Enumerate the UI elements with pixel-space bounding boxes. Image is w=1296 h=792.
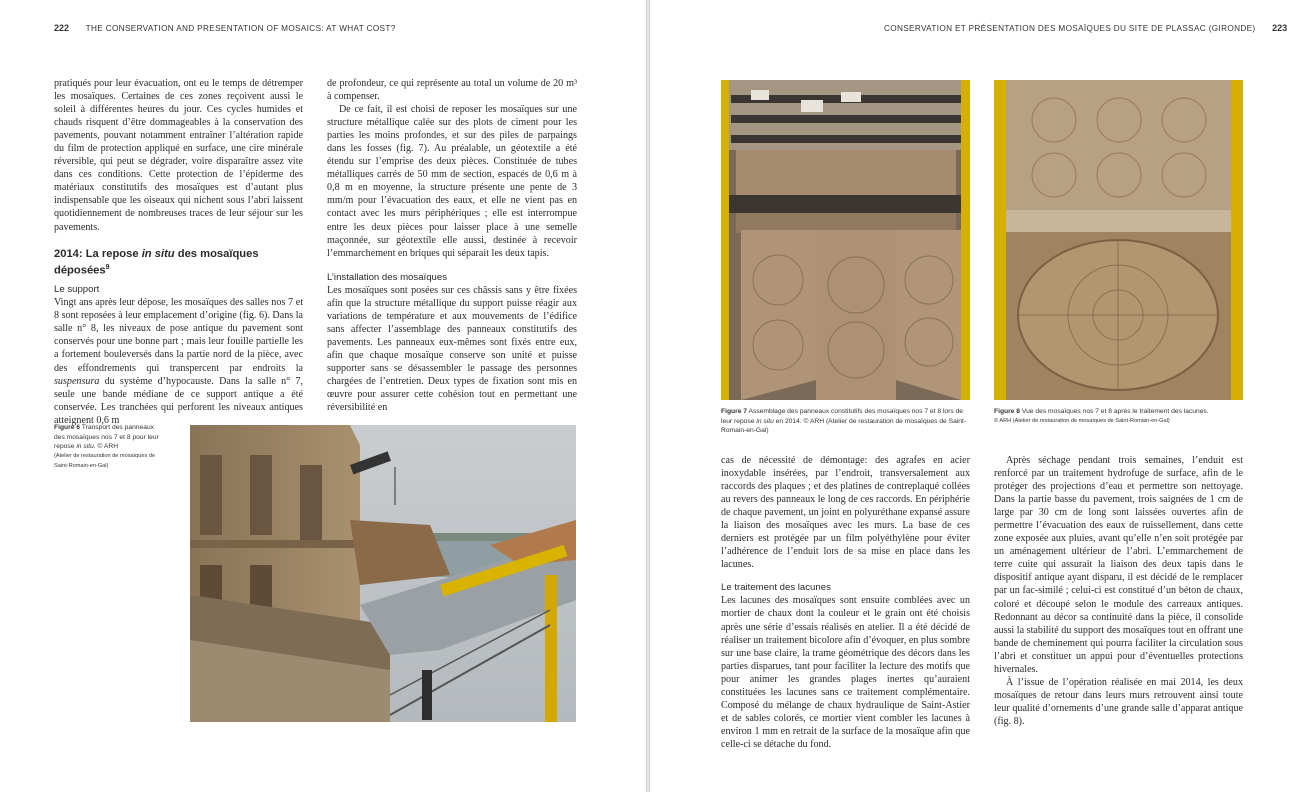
left-page [0,0,647,792]
paragraph: Les lacunes des mosaïques sont ensuite comblées avec un mortier de chaux dont la couleur et le grain ont été choisis après une série d’essais réalisés en atelier. Il a été décidé de réaliser un traitement bicolore afin d’évoquer, en plus sombre sur une base claire, la trame géométrique des décors dans les parties disparues, tant pour faciliter la lecture des motifs que pour animer les grandes plages inertes qu’auraient constituées les lacunes sans ce traitement complémentaire. Composé du mélange de chaux hydraulique de Saint-Astier et de sables colorés, ce mortier vient combler les lacunes à environ 1 mm en retrait de la surface de la mosaïque afin que celle-ci se détache du fond. [721,595,970,750]
section-heading: 2014: La repose in situ des mosaïques déposées$^9$ [54,247,259,277]
text-column-2 [327,77,577,414]
page-number: 223 [1272,23,1288,33]
paragraph: Après séchage pendant trois semaines, l’enduit est renforcé par un traitement hydrofuge de surface, afin de le protéger des projections d’eau et permettre son nettoyage. Dans la partie basse du pavement, trois saignées de 1 cm de large par 30 cm de long sont laissées ouvertes afin de permettre l’évacuation des eaux de ruissellement, dans cette zone exposée aux pluies, avant qu’elle n’en soit protégée par un aménagement ultérieur de l’abri. L’emmarchement de terre cuite qui assurait la liaison des deux tapis dans le dispositif antique ayant disparu, il est décidé de le remplacer par un fac-similé ; celui-ci est constitué d’un béton de chaux, coloré et découpé selon le module des carreaux antiques. Redonnant au décor sa continuité dans la pièce, il consolide aussi la stabilité du support des mosaïques tout en offrant une bande de cheminement qui pourra faciliter la circulation sous l’abri et constituer un appui pour d’éventuelles protections hivernales. [994,455,1243,675]
figure-6-photo [190,425,576,722]
running-head-left [54,23,396,33]
paragraph: Vingt ans après leur dépose, les mosaïques des salles nos 7 et 8 sont reposées à leur emplacement d’origine (fig. 6). Dans la salle n° 8, les niveaux de pose antique du pavement sont conservés pour une bonne part ; mais leur fouille partielle les a fortement bouleversés dans la partie nord de la pièce, avec des effondrements qui transpercent par endroits la suspensura du système d’hypocauste. Dans la salle n° 7, seule une bande médiane de ce support antique a été conservée. Les tranchées qui perforent les niveaux antiques atteignent 0,6 m [54,297,303,426]
paragraph: À l’issue de l’opération réalisée en mai 2014, les deux mosaïques de retour dans leurs murs retrouvent ainsi toute leur qualité d’ornements d’une grande salle d’apparat antique (fig. 8). [994,676,1243,727]
subheading: Le support [54,284,100,296]
text-column-4 [994,454,1243,728]
running-head-right [884,23,1287,33]
figure-8-credit: © ARH (Atelier de restauration de mosaïques de Saint-Romain-en-Gal) [994,417,1170,424]
page-number: 222 [54,23,70,33]
paragraph: cas de nécessité de démontage: des agrafes en acier inoxydable insérées, par l’endroit, transversalement aux raccords des plaques ; et des platines de contreplaqué collées au revers des panneaux le long de ces raccords. En périphérie de chaque pavement, un joint en polyuréthane expansé assure la liaison des mosaïques avec les murs. La base de ces derniers est protégée par un film polyéthylène pour éviter l’adhérence de l’enduit lors de sa mise en place dans les lacunes. [721,455,970,571]
subheading: Le traitement des lacunes [721,582,831,594]
figure-6-credit: (Atelier de restauration de mosaïques de Saint-Romain-en-Gal) [54,453,156,469]
running-head-title: CONSERVATION ET PRÉSENTATION DES MOSAÏQUES DU SITE DE PLASSAC (GIRONDE) [884,24,1256,33]
figure-8-photo [994,80,1243,400]
paragraph: De ce fait, il est choisi de reposer les mosaïques sur une structure métallique calée sur des plots de ciment pour les parties les moins profondes, et sur des piles de parpaings dans les fosses (fig. 7). Au préalable, un géotextile a été étendu sur l’emprise des deux pièces. Constituée de tubes métalliques carrés de 50 mm de section, espacés de 0,6 m à 0,8 m en moyenne, la structure présente une pente de 3 mm/m pour l’évacuation des eaux, et elle ne vient pas en contact avec les murs périphériques ; elle est interrompue entre les deux pièces pour laisser place à une semelle maçonnée, sur géotextile elle aussi, destinée à recevoir l’emmarchement en briques qui séparait les deux tapis. [327,104,577,259]
text-column-3 [721,454,970,751]
paragraph: Les mosaïques sont posées sur ces châssis sans y être fixées afin que la structure métallique du support puisse réagir aux variations de température et aux mouvements de l’édifice sans affecter l’assemblage des panneaux constitutifs des pavements. Les panneaux eux-mêmes sont fixés entre eux, afin que chaque mosaïque conserve son unité et puisse supporter sans se désassembler le passage des personnes chargées de l’entretien. Deux types de fixation sont mis en œuvre pour assurer cette cohésion tout en permettant une réversibilité en [327,284,577,414]
figure-7-photo [721,80,970,400]
figure-7-caption: Figure 7 Assemblage des panneaux constitutifs des mosaïques nos 7 et 8 lors de leur repose in situ en 2014. © ARH (Atelier de restauration de mosaïques de Saint-Romain-en-Gal) [721,408,967,435]
running-head-title: THE CONSERVATION AND PRESENTATION OF MOSAICS: AT WHAT COST? [85,24,396,33]
text-column-1 [54,77,303,427]
paragraph: de profondeur, ce qui représente au total un volume de 20 m³ à compenser. [327,78,577,103]
subheading: L’installation des mosaïques [327,271,447,283]
paragraph: pratiqués pour leur évacuation, ont eu le temps de détremper les mosaïques. Certaines de ces zones reçoivent aussi le soleil à différentes heures du jour. Ces cycles humides et chauds risquent d’être dommageables à la conservation des pavements, pouvant notamment entraîner l’altération rapide du film de protection appliqué en surface, une cire minérale réversible, qui peut se dégrader, voire disparaître assez vite dans ces conditions. Cette protection de l’épiderme des matériaux constitutifs des mosaïques est d’autant plus indispensable que les oiseaux qui nichent sous l’abri laissent quotidiennement de nombreuses traces de leur séjour sur les pavements. [54,78,303,233]
figure-6-caption: Figure 6 Transport des panneaux des mosaïques nos 7 et 8 pour leur repose in situ. © ARH (Atelier de restauration de mosaïques de Saint-Romain-en-Gal) [54,423,166,472]
figure-8-caption: Figure 8 Vue des mosaïques nos 7 et 8 après le traitement des lacunes. © ARH (Atelier de restauration de mosaïques de Saint-Romain-en-Gal) [994,407,1243,426]
right-page [649,0,1296,792]
